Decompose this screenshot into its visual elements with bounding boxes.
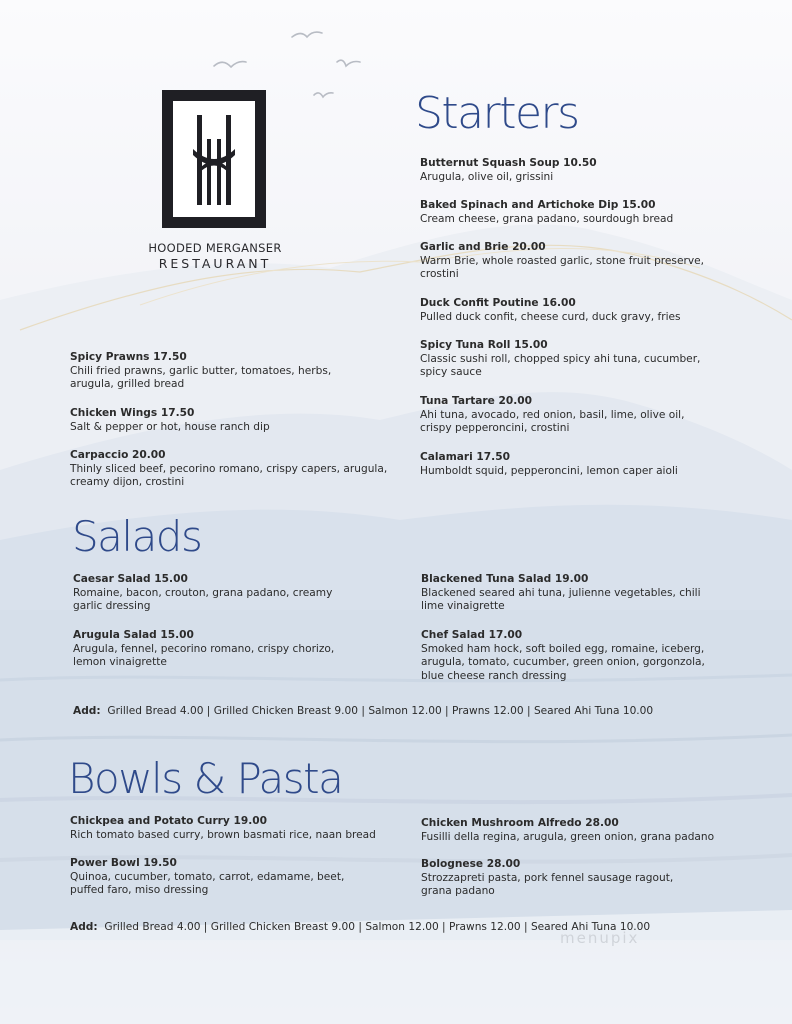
add-label: Add: [70, 921, 98, 933]
starters-heading: Starters [415, 88, 579, 139]
item-description: Chili fried prawns, garlic butter, tomatoes, herbs, arugula, grilled bread [70, 364, 332, 391]
menu-item [420, 297, 730, 324]
item-name: Chickpea and Potato Curry 19.00 [70, 815, 267, 827]
restaurant-name: HOODED MERGANSER [148, 241, 282, 255]
menu-item [420, 157, 730, 184]
menu-item [421, 817, 741, 844]
item-description: Thinly sliced beef, pecorino romano, crispy capers, arugula, creamy dijon, crostini [70, 462, 388, 489]
item-name: Power Bowl 19.50 [70, 857, 177, 869]
item-description: Blackened seared ahi tuna, julienne vegetables, chili lime vinaigrette [421, 586, 701, 613]
item-description: Humboldt squid, pepperoncini, lemon caper aioli [420, 464, 678, 477]
item-name: Arugula Salad 15.00 [73, 629, 194, 641]
item-name: Tuna Tartare 20.00 [420, 395, 533, 407]
item-description: Cream cheese, grana padano, sourdough bread [420, 212, 674, 225]
item-description: Ahi tuna, avocado, red onion, basil, lime, olive oil, crispy pepperoncini, crostini [420, 408, 685, 435]
item-description: Fusilli della regina, arugula, green onion, grana padano [421, 830, 715, 843]
bowls-pasta-heading: Bowls & Pasta [68, 754, 343, 803]
menu-item [420, 395, 705, 436]
salads-heading: Salads [72, 512, 202, 561]
item-name: Baked Spinach and Artichoke Dip 15.00 [420, 199, 656, 211]
menu-item [421, 629, 721, 683]
menu-item [70, 449, 390, 490]
item-name: Spicy Prawns 17.50 [70, 351, 187, 363]
item-description: Quinoa, cucumber, tomato, carrot, edamame, beet, puffed faro, miso dressing [70, 870, 345, 897]
item-description: Arugula, fennel, pecorino romano, crispy chorizo, lemon vinaigrette [73, 642, 335, 669]
add-ons-text: Grilled Bread 4.00 | Grilled Chicken Breast 9.00 | Salmon 12.00 | Prawns 12.00 | Seared Ahi Tuna 10.00 [104, 921, 651, 933]
item-name: Chef Salad 17.00 [421, 629, 523, 641]
menu-item [421, 858, 696, 899]
item-name: Duck Confit Poutine 16.00 [420, 297, 576, 309]
item-name: Caesar Salad 15.00 [73, 573, 188, 585]
watermark: menupix [560, 929, 640, 947]
add-label: Add: [73, 705, 101, 717]
item-description: Strozzapreti pasta, pork fennel sausage ragout, grana padano [421, 871, 674, 898]
item-description: Classic sushi roll, chopped spicy ahi tuna, cucumber, spicy sauce [420, 352, 701, 379]
menu-item [420, 339, 720, 380]
item-description: Pulled duck confit, cheese curd, duck gravy, fries [420, 310, 681, 323]
item-description: Warm Brie, whole roasted garlic, stone fruit preserve, crostini [420, 254, 704, 281]
menu-item [70, 407, 370, 434]
menu-item [70, 815, 400, 842]
restaurant-subtitle: RESTAURANT [158, 256, 272, 271]
hooded-merganser-logo-icon [173, 101, 255, 217]
menu-item [70, 351, 370, 392]
item-name: Blackened Tuna Salad 19.00 [421, 573, 589, 585]
menu-item [70, 857, 360, 898]
menu-item [73, 573, 343, 614]
item-name: Butternut Squash Soup 10.50 [420, 157, 597, 169]
item-name: Spicy Tuna Roll 15.00 [420, 339, 548, 351]
menu-item [420, 241, 720, 282]
item-description: Smoked ham hock, soft boiled egg, romaine, iceberg, arugula, tomato, cucumber, green onion, gorgonzola, blue cheese ranch dressing [421, 642, 705, 682]
item-name: Chicken Wings 17.50 [70, 407, 195, 419]
salads-add-ons [73, 705, 653, 717]
item-name: Bolognese 28.00 [421, 858, 521, 870]
menu-item [73, 629, 363, 670]
item-name: Chicken Mushroom Alfredo 28.00 [421, 817, 619, 829]
restaurant-logo [162, 90, 266, 228]
item-description: Rich tomato based curry, brown basmati rice, naan bread [70, 828, 376, 841]
item-description: Arugula, olive oil, grissini [420, 170, 554, 183]
item-description: Romaine, bacon, crouton, grana padano, creamy garlic dressing [73, 586, 333, 613]
item-name: Carpaccio 20.00 [70, 449, 166, 461]
item-description: Salt & pepper or hot, house ranch dip [70, 420, 270, 433]
item-name: Garlic and Brie 20.00 [420, 241, 546, 253]
item-name: Calamari 17.50 [420, 451, 510, 463]
menu-item [420, 199, 730, 226]
menu-item [420, 451, 730, 478]
add-ons-text: Grilled Bread 4.00 | Grilled Chicken Breast 9.00 | Salmon 12.00 | Prawns 12.00 | Seared Ahi Tuna 10.00 [107, 705, 654, 717]
menu-item [421, 573, 706, 614]
